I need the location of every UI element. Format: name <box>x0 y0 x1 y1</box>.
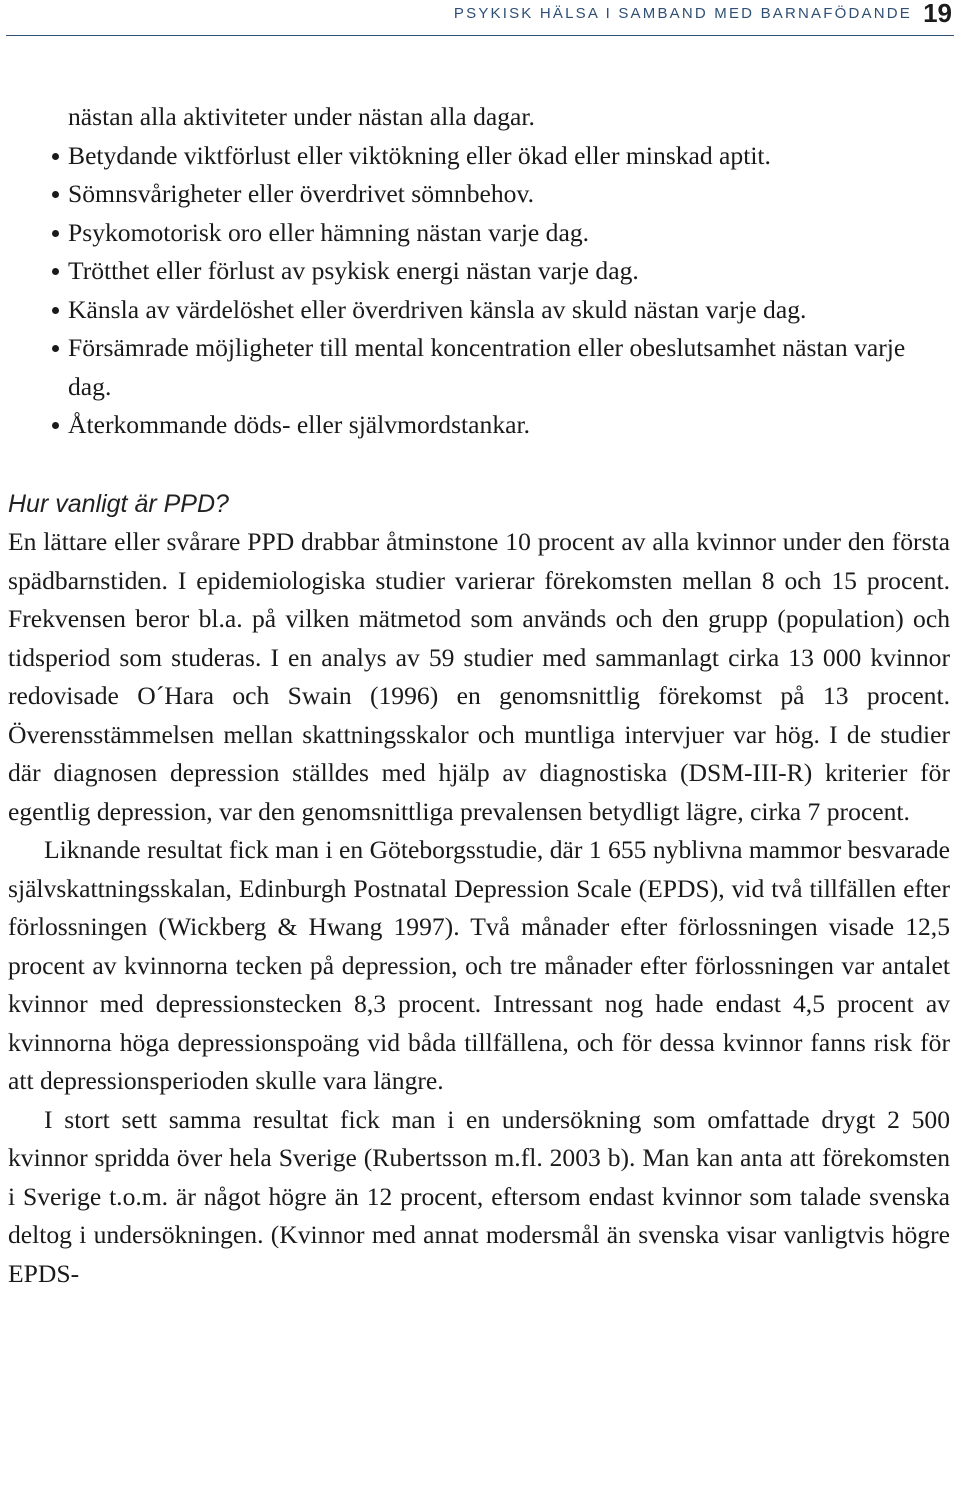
page-number: 19 <box>923 0 952 28</box>
header-rule <box>6 35 954 36</box>
list-item: Återkommande döds- eller självmordstankar. <box>8 406 950 445</box>
symptom-list <box>8 98 950 445</box>
list-item: Sömnsvårigheter eller överdrivet sömnbehov. <box>8 175 950 214</box>
list-item: Känsla av värdelöshet eller överdriven känsla av skuld nästan varje dag. <box>8 291 950 330</box>
body-paragraph: En lättare eller svårare PPD drabbar åtminstone 10 procent av alla kvinnor under den första spädbarnstiden. I epidemiologiska studier varierar förekomsten mellan 8 och 15 procent. Frekvensen beror bl.a. på vilken mätmetod som används och den grupp (population) och tidsperiod som studeras. I en analys av 59 studier med sammanlagt cirka 13 000 kvinnor redovisade O´Hara och Swain (1996) en genomsnittlig förekomst på 13 procent. Överensstämmelsen mellan skattningsskalor och muntliga intervjuer var hög. I de studier där diagnosen depression ställdes med hjälp av diagnostiska (DSM-III-R) kriterier för egentlig depression, var den genomsnittliga prevalensen betydligt lägre, cirka 7 procent. <box>8 527 950 826</box>
running-title: PSYKISK HÄLSA I SAMBAND MED BARNAFÖDANDE <box>453 5 912 22</box>
page-content <box>8 98 950 1293</box>
list-item: Betydande viktförlust eller viktökning eller ökad eller minskad aptit. <box>8 137 950 176</box>
list-item: Försämrade möjligheter till mental koncentration eller obeslutsamhet nästan varje dag. <box>8 329 950 406</box>
page-header <box>0 0 960 40</box>
section-heading: Hur vanligt är PPD? <box>8 489 229 518</box>
list-item: nästan alla aktiviteter under nästan alla dagar. <box>68 102 535 131</box>
body-paragraph: Liknande resultat fick man i en Göteborgsstudie, där 1 655 nyblivna mammor besvarade självskattningsskalan, Edinburgh Postnatal Depression Scale (EPDS), vid två tillfällen efter förlossningen (Wickberg & Hwang 1997). Två månader efter förlossningen visade 12,5 procent av kvinnorna tecken på depression, och tre månader efter förlossningen var antalet kvinnor med depressionstecken 8,3 procent. Intressant nog hade endast 4,5 procent av kvinnorna höga depressionspoäng vid båda tillfällena, och för dessa kvinnor fanns risk för att depressionsperioden skulle vara längre. <box>8 835 950 1095</box>
list-item: Trötthet eller förlust av psykisk energi nästan varje dag. <box>8 252 950 291</box>
list-item: Psykomotorisk oro eller hämning nästan varje dag. <box>8 214 950 253</box>
body-paragraph: I stort sett samma resultat fick man i en undersökning som omfattade drygt 2 500 kvinnor spridda över hela Sverige (Rubertsson m.fl. 2003 b). Man kan anta att förekomsten i Sverige t.o.m. är något högre än 12 procent, eftersom endast kvinnor som talade svenska deltog i undersökningen. (Kvinnor med annat modersmål än svenska visar vanligtvis högre EPDS- <box>8 1104 950 1288</box>
